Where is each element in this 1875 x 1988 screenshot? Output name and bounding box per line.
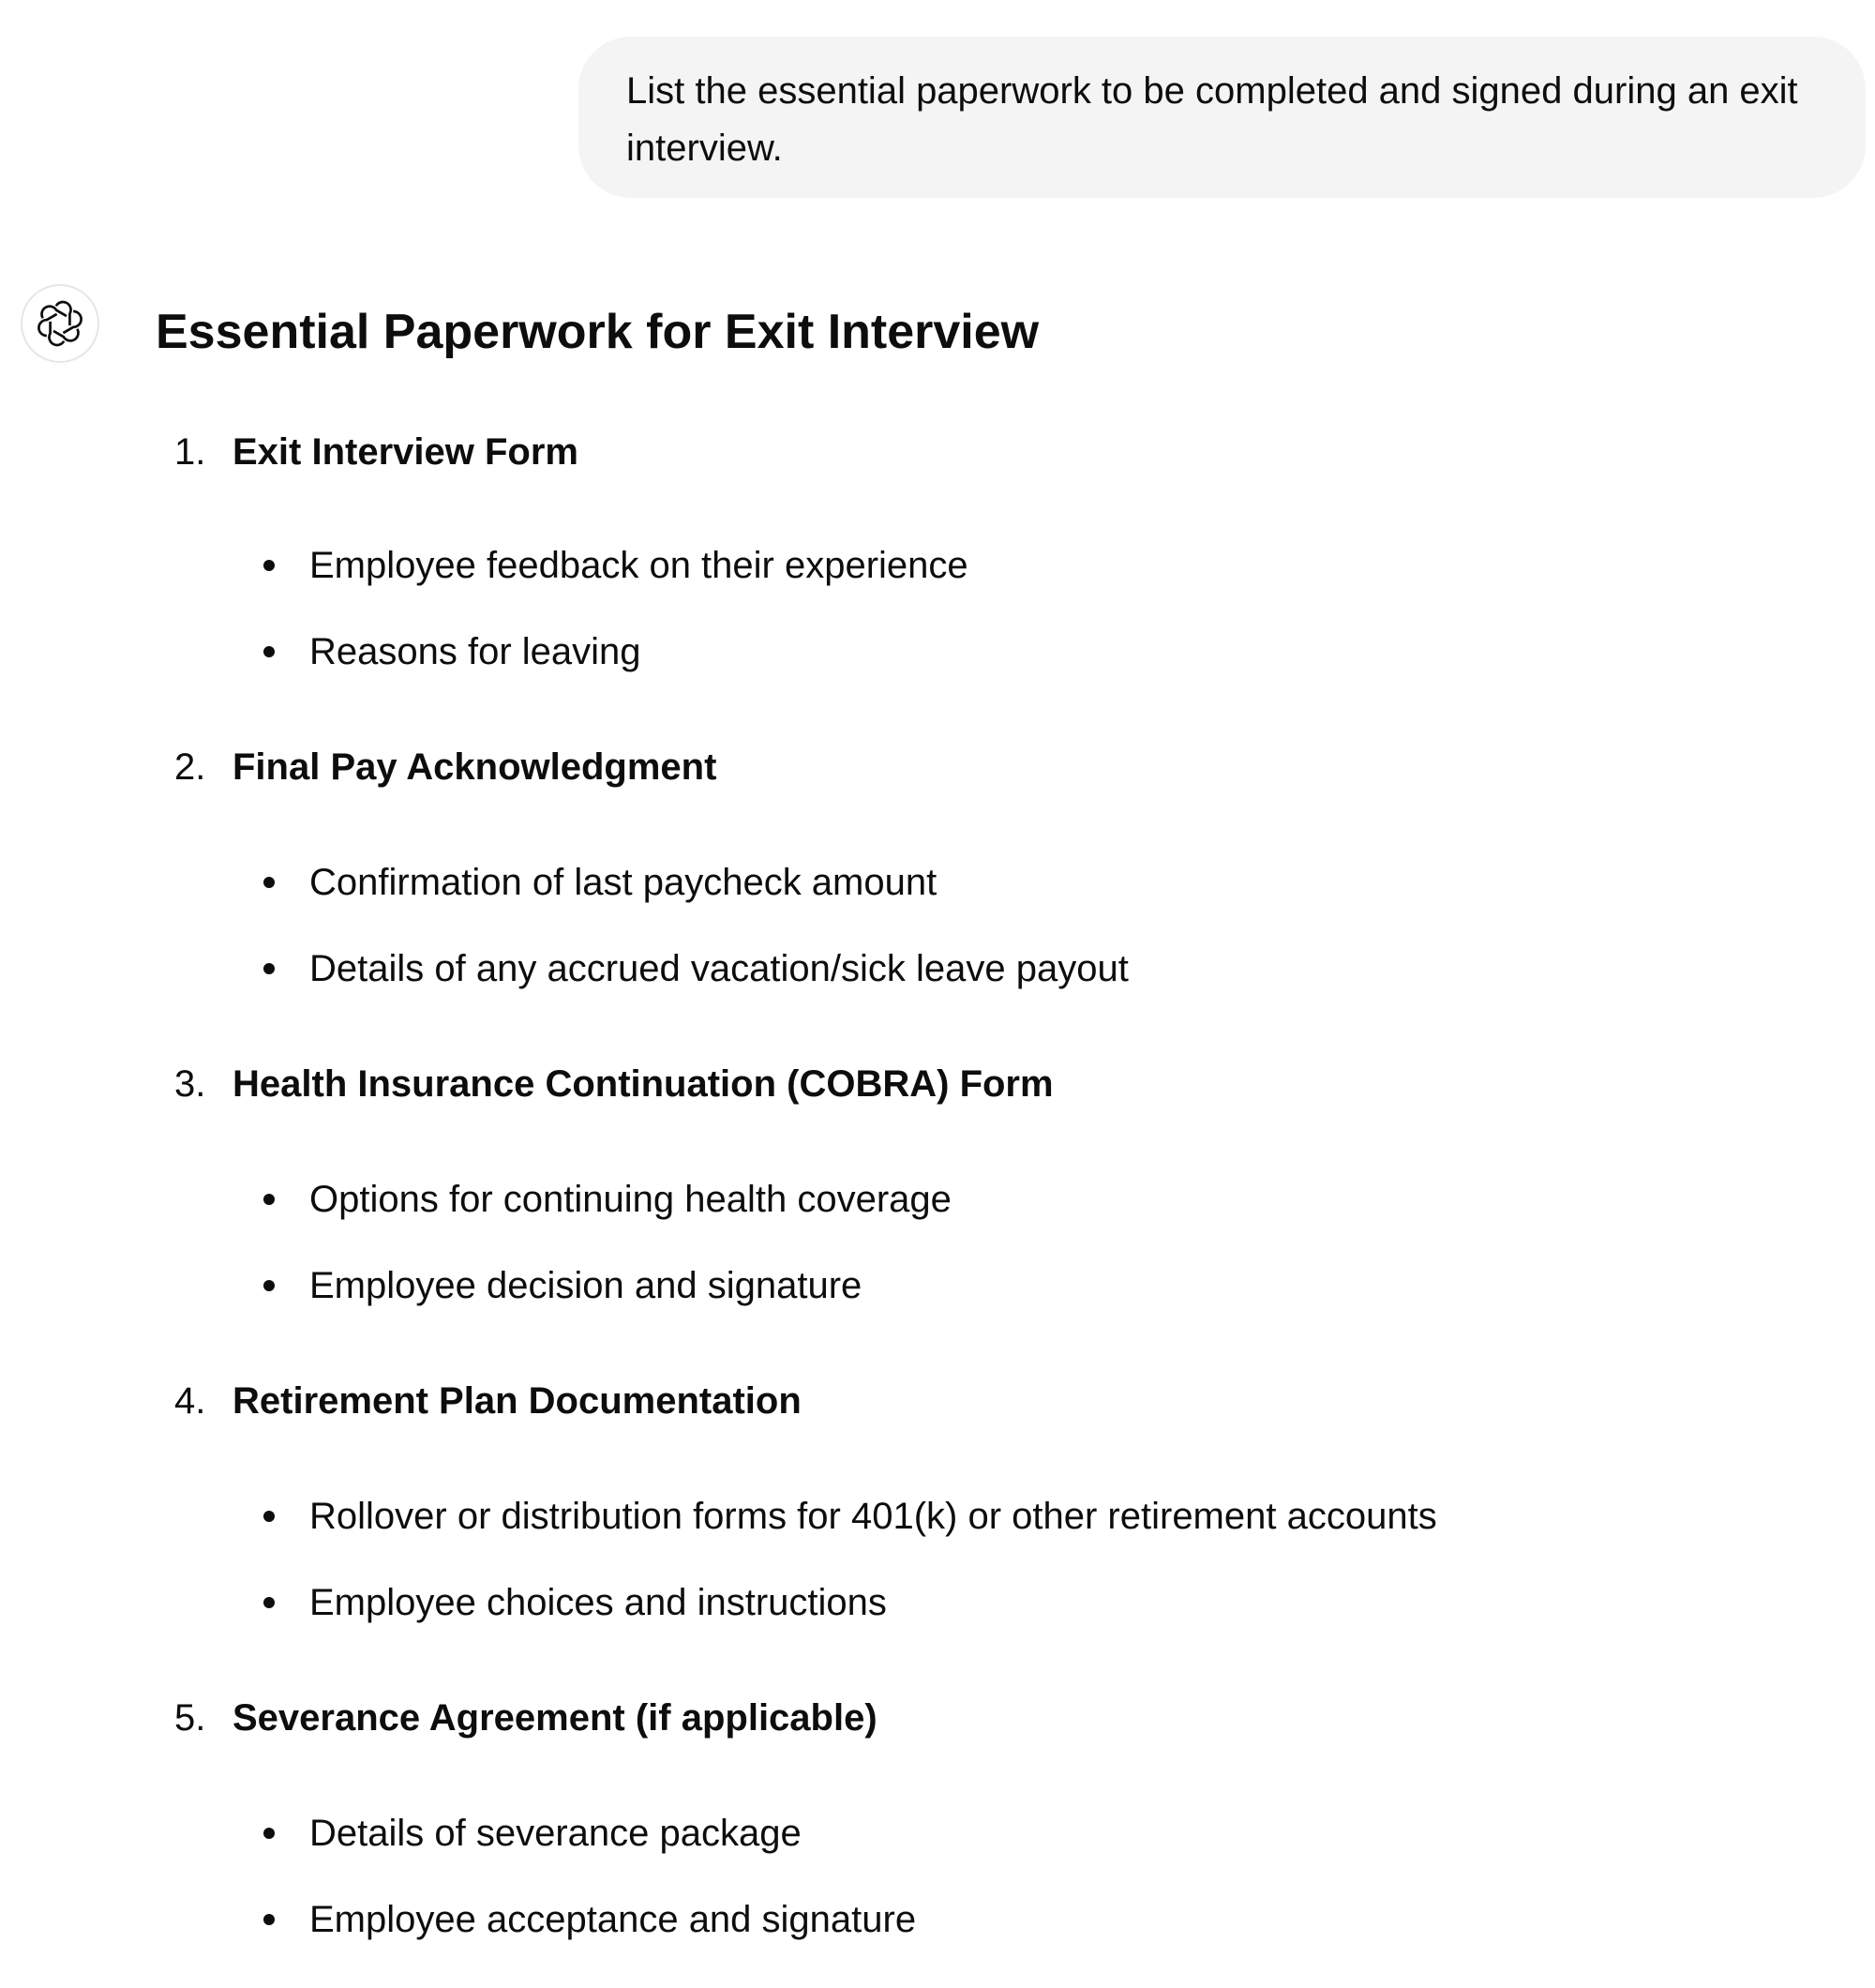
bullet-icon [263, 646, 275, 657]
bullet-text: Employee choices and instructions [309, 1582, 887, 1623]
section-title: Exit Interview Form [232, 431, 578, 473]
bullet-text: Employee acceptance and signature [309, 1899, 917, 1940]
openai-logo-icon [37, 300, 83, 347]
bullet-text: Details of severance package [309, 1813, 802, 1854]
section-title: Retirement Plan Documentation [232, 1380, 802, 1422]
section-number: 3. [174, 1063, 206, 1105]
bullet-icon [263, 560, 275, 571]
bullet-text: Employee feedback on their experience [309, 545, 968, 586]
section-title: Final Pay Acknowledgment [232, 746, 717, 788]
bullet-icon [263, 1280, 275, 1291]
bullet-text: Reasons for leaving [309, 631, 641, 672]
bullet-text: Options for continuing health coverage [309, 1179, 952, 1220]
bullet-text: Rollover or distribution forms for 401(k) or other retirement accounts [309, 1496, 1437, 1537]
user-message-text: List the essential paperwork to be completed and signed during an exit interview. [626, 70, 1798, 169]
bullet-icon [263, 1597, 275, 1608]
response-title: Essential Paperwork for Exit Interview [156, 305, 1040, 359]
section-number: 2. [174, 746, 206, 788]
user-message-bubble [578, 37, 1866, 198]
section-number: 1. [174, 431, 206, 473]
bullet-text: Confirmation of last paycheck amount [309, 862, 938, 903]
section-number: 5. [174, 1697, 206, 1739]
section-number: 4. [174, 1380, 206, 1422]
bullet-icon [263, 877, 275, 888]
bullet-icon [263, 963, 275, 974]
bullet-icon [263, 1914, 275, 1925]
assistant-avatar [21, 284, 99, 363]
bullet-text: Details of any accrued vacation/sick leave payout [309, 948, 1129, 989]
bullet-text: Employee decision and signature [309, 1265, 862, 1306]
bullet-icon [263, 1194, 275, 1205]
section-title: Severance Agreement (if applicable) [232, 1697, 878, 1739]
bullet-icon [263, 1511, 275, 1522]
bullet-icon [263, 1828, 275, 1839]
section-title: Health Insurance Continuation (COBRA) Form [232, 1063, 1054, 1105]
